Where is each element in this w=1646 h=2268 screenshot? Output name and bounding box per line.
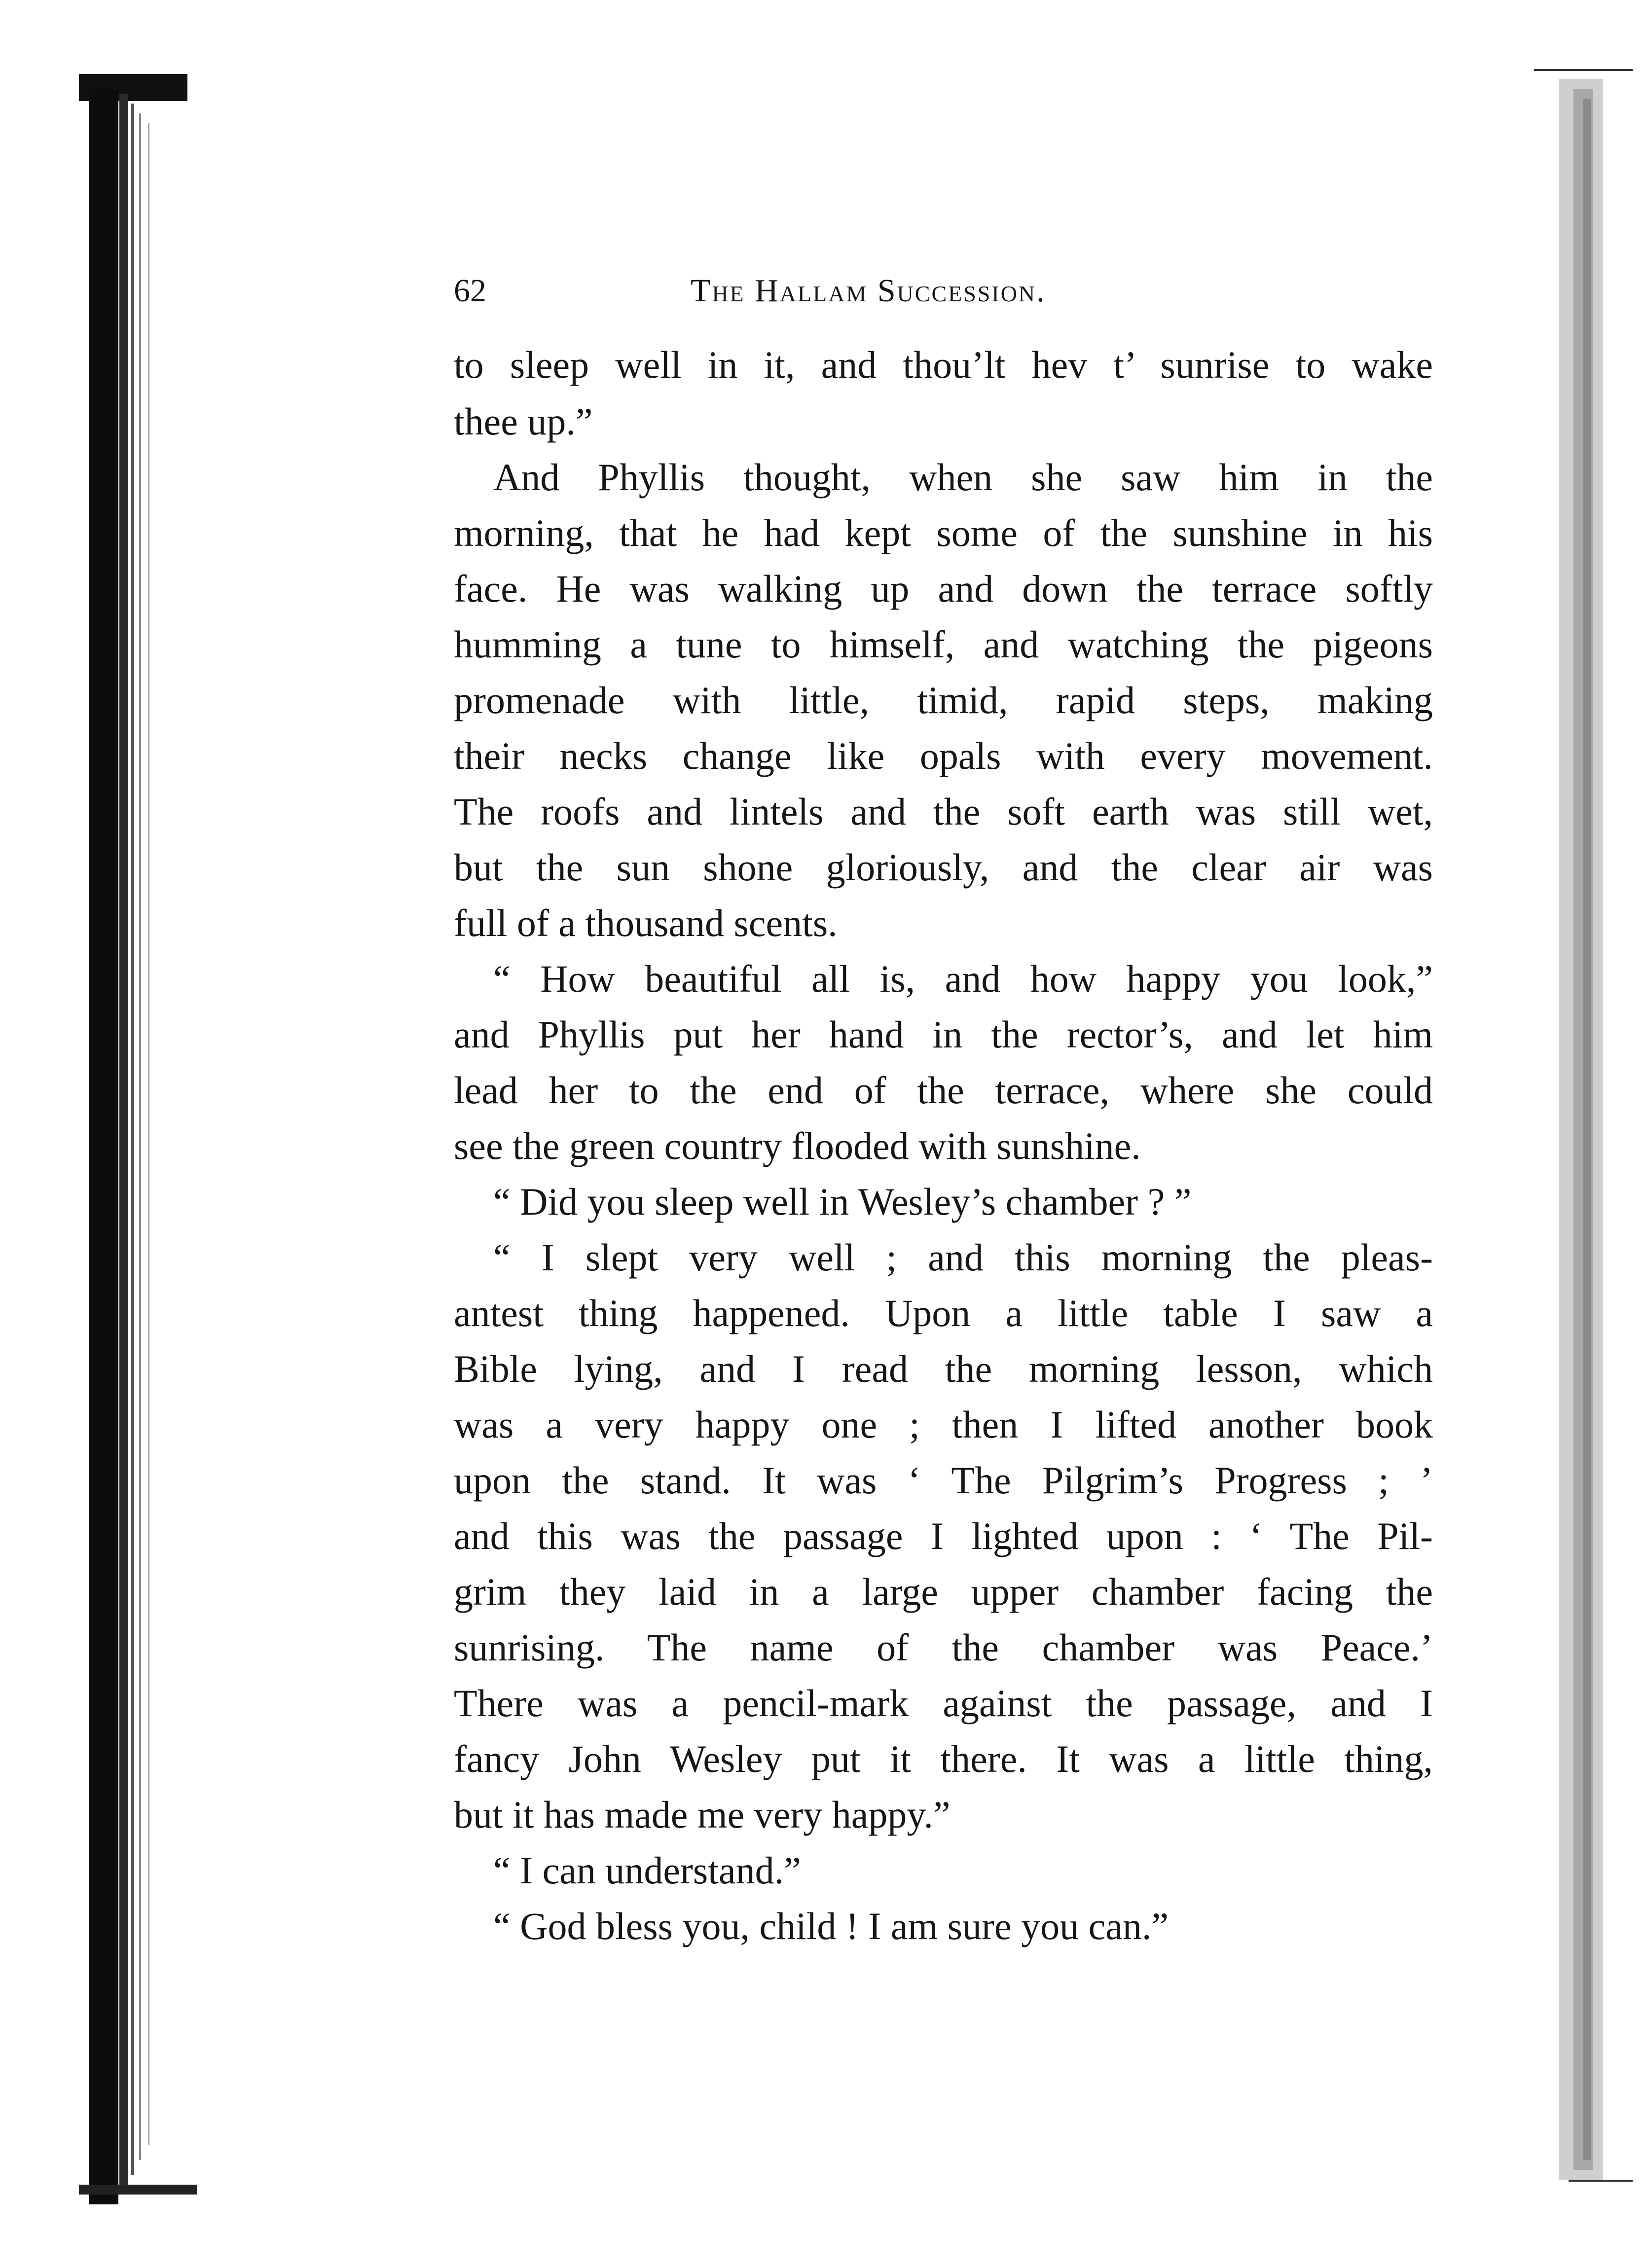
text-line: their necks change like opals with every movement. (454, 734, 1433, 777)
text-line: see the green country flooded with sunshine. (454, 1124, 1141, 1167)
binding-edge-artifact (79, 74, 197, 2214)
text-line: morning, that he had kept some of the sunshine in his (454, 511, 1433, 554)
running-title: The Hallam Succession. (691, 273, 1046, 309)
text-line: lead her to the end of the terrace, where she could (454, 1069, 1433, 1112)
text-line: antest thing happened. Upon a little table I saw a (454, 1292, 1433, 1334)
text-line: promenade with little, timid, rapid steps, making (454, 679, 1433, 721)
text-line: thee up.” (454, 400, 593, 443)
text-line: The roofs and lintels and the soft earth was still wet, (454, 790, 1433, 833)
text-line: “ I can understand.” (493, 1849, 801, 1892)
text-line: grim they laid in a large upper chamber facing the (454, 1570, 1433, 1613)
text-line: There was a pencil-mark against the passage, and I (454, 1682, 1433, 1725)
text-line: “ God bless you, child ! I am sure you can.” (493, 1905, 1169, 1947)
text-line: to sleep well in it, and thou’lt hev t’ sunrise to wake (454, 343, 1433, 386)
running-header (454, 264, 1435, 318)
text-line: but the sun shone gloriously, and the clear air was (454, 846, 1433, 889)
text-line: was a very happy one ; then I lifted another book (454, 1403, 1433, 1446)
text-line: “ Did you sleep well in Wesley’s chamber ? ” (493, 1180, 1192, 1223)
text-line: humming a tune to himself, and watching the pigeons (454, 623, 1433, 666)
text-line: “ How beautiful all is, and how happy you look,” (493, 957, 1433, 1000)
text-line: And Phyllis thought, when she saw him in the (493, 456, 1433, 499)
text-line: but it has made me very happy.” (454, 1793, 951, 1836)
page-number: 62 (454, 273, 486, 309)
text-line: full of a thousand scents. (454, 901, 838, 944)
text-line: upon the stand. It was ‘ The Pilgrim’s Progress ; ’ (454, 1459, 1433, 1502)
text-line: face. He was walking up and down the terrace softly (454, 567, 1433, 610)
page-edge-artifact (1529, 69, 1646, 2190)
text-line: and Phyllis put her hand in the rector’s, and let him (454, 1013, 1433, 1056)
text-line: sunrising. The name of the chamber was Peace.’ (454, 1626, 1433, 1669)
text-line: “ I slept very well ; and this morning the pleas- (493, 1236, 1433, 1279)
text-line: fancy John Wesley put it there. It was a little thing, (454, 1737, 1433, 1780)
text-line: and this was the passage I lighted upon : ‘ The Pil- (454, 1514, 1433, 1557)
text-line: Bible lying, and I read the morning lesson, which (454, 1347, 1433, 1390)
